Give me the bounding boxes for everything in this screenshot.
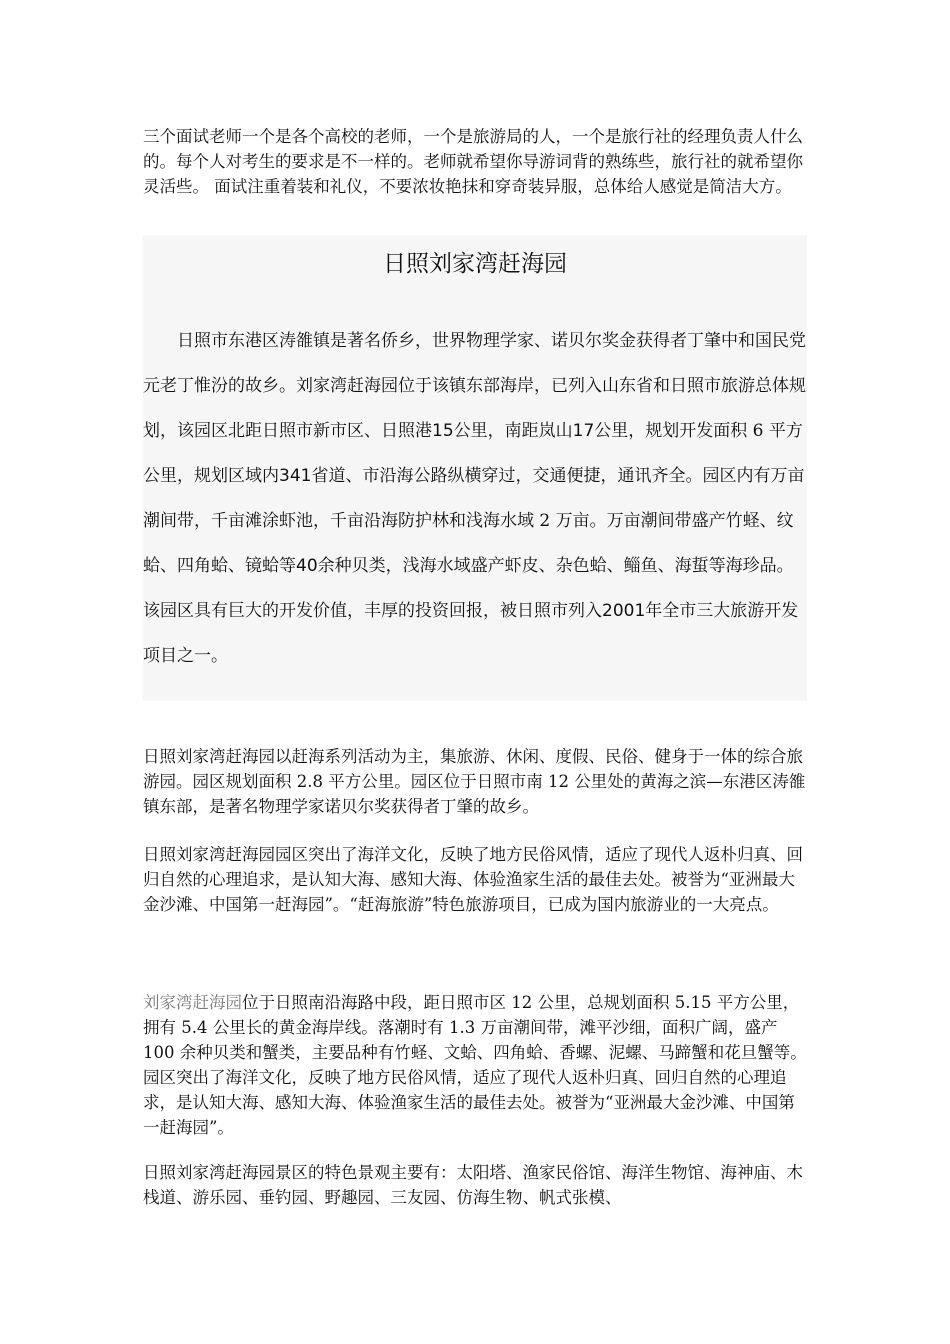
panel-number: 17 [572, 421, 595, 441]
panel-text: 省道、市沿海公路纵横穿过，交通便捷，通讯齐全。园区内有万亩潮间带，千亩滩涂虾池，千亩沿海防护林和浅海水域 2 万亩。万亩潮间带盛产竹蛏、纹蛤、四角蛤、镜蛤等 [143, 466, 805, 576]
highlight-panel [143, 235, 807, 701]
paragraph-culture: 日照刘家湾赶海园园区突出了海洋文化，反映了地方民俗风情，适应了现代人返朴归真、回归自然的心理追求，是认知大海、感知大海、体验渔家生活的最佳去处。被誉为“亚洲最大金沙滩、中国第一赶海园”。“赶海旅游”特色旅游项目，已成为国内旅游业的一大亮点。 [143, 845, 803, 914]
paragraph-scenery: 日照刘家湾赶海园景区的特色景观主要有：太阳塔、渔家民俗馆、海洋生物馆、海神庙、木栈道、游乐园、垂钓园、野趣园、三友园、仿海生物、帆式张模、 [143, 1163, 803, 1207]
panel-text: 公里，南距岚山 [453, 421, 573, 441]
panel-text: 年全市三大旅游开发项目之一。 [143, 601, 799, 666]
paragraph-overview: 日照刘家湾赶海园以赶海系列活动为主，集旅游、休闲、度假、民俗、健身于一体的综合旅游园。园区规划面积 2.8 平方公里。园区位于日照市南 12 公里处的黄海之滨—东港区涛雒镇东部，是著名物理学家诺贝尔奖获得者丁肇的故乡。 [143, 747, 806, 816]
paragraph-location [143, 990, 807, 1140]
intro-paragraph: 三个面试老师一个是各个高校的老师，一个是旅游局的人，一个是旅行社的经理负责人什么的。每个人对考生的要求是不一样的。老师就希望你导游词背的熟练些，旅行社的就希望你灵活些。 面试注重着装和礼仪，不要浓妆艳抹和穿奇装异服，总体给人感觉是简洁大方。 [143, 127, 803, 196]
panel-title: 日照刘家湾赶海园 [383, 251, 567, 277]
park-name-link[interactable]: 刘家湾赶海园 [143, 993, 242, 1012]
panel-number: 2001 [602, 601, 646, 621]
paragraph-location-text: 位于日照南沿海路中段，距日照市区 12 公里，总规划面积 5.15 平方公里，拥有 5.4 公里长的黄金海岸线。落潮时有 1.3 万亩潮间带，滩平沙细，面积广阔，盛产 100 余种贝类和蟹类，主要品种有竹蛏、文蛤、四角蛤、香螺、泥螺、马蹄蟹和花旦蟹等。园区突出了海洋文化，反映了地方民俗风情，适应了现代人返朴归真、回归自然的心理追求，是认知大海、感知大海、体验渔家生活的最佳去处。被誉为“亚洲最大金沙滩、中国第一赶海园”。 [143, 993, 807, 1137]
panel-number: 40 [296, 556, 318, 576]
panel-body [143, 319, 807, 679]
panel-text: 公里，规划开发面积 6 平方公里，规划区域内 [143, 421, 803, 486]
panel-number: 341 [279, 466, 312, 486]
panel-text: 日照市东港区涛雒镇是著名侨乡，世界物理学家、诺贝尔奖金获得者丁肇中和国民党元老丁惟汾的故乡。刘家湾赶海园位于该镇东部海岸，已列入山东省和日照市旅游总体规划，该园区北距日照市新市区、日照港 [143, 331, 806, 441]
panel-number: 15 [432, 421, 454, 441]
panel-text: 余种贝类，浅海水域盛产虾皮、杂色蛤、鲻鱼、海蜇等海珍品。该园区具有巨大的开发价值，丰厚的投资回报，被日照市列入 [143, 556, 794, 621]
